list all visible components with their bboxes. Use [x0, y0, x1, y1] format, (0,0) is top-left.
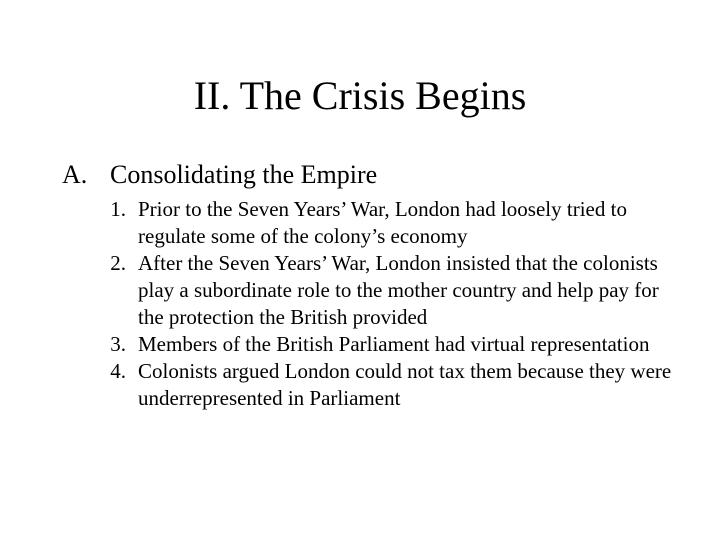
list-item-number: 2. — [110, 251, 126, 275]
list-item-text: Members of the British Parliament had virtual representation — [138, 332, 650, 356]
list-item — [86, 331, 676, 358]
list-item — [86, 358, 676, 412]
numbered-list — [86, 196, 676, 412]
section-letter: A. — [62, 160, 88, 189]
list-item — [86, 250, 676, 331]
list-item-text: Colonists argued London could not tax them because they were underrepresented in Parliament — [138, 359, 672, 410]
section-heading — [62, 158, 377, 192]
list-item-text: After the Seven Years’ War, London insisted that the colonists play a subordinate role to the mother country and help pay for the protection the British provided — [138, 251, 659, 329]
list-item-text: Prior to the Seven Years’ War, London had loosely tried to regulate some of the colony’s economy — [138, 197, 627, 248]
list-item-number: 4. — [110, 359, 126, 383]
slide-title: II. The Crisis Begins — [193, 73, 527, 118]
list-item-number: 1. — [110, 197, 126, 221]
list-item-number: 3. — [110, 332, 126, 356]
list-item — [86, 196, 676, 250]
section-heading-text: Consolidating the Empire — [110, 160, 378, 189]
